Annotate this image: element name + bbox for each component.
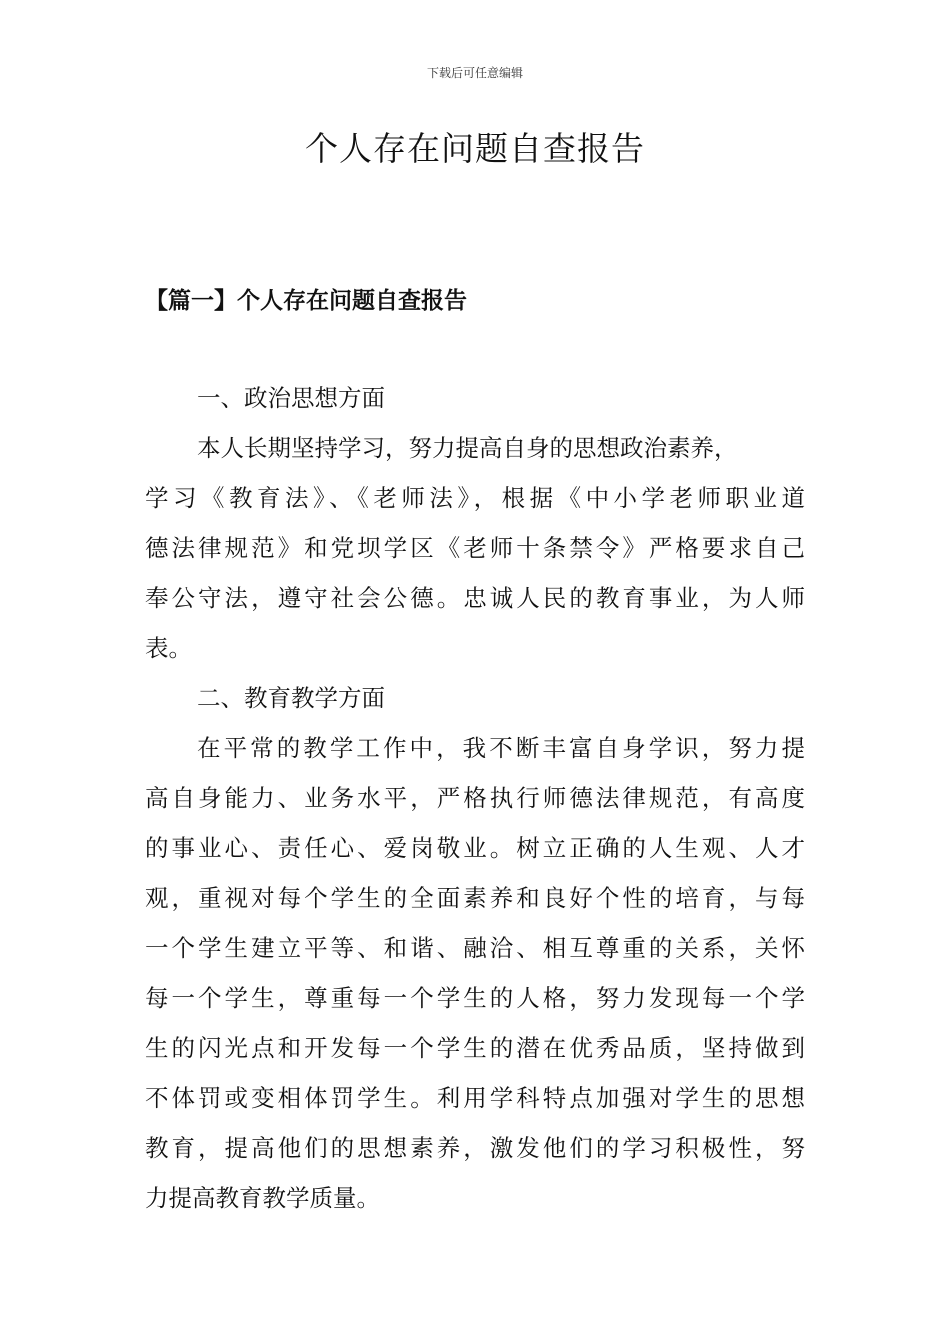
paragraph-line: 德法律规范》和党坝学区《老师十条禁令》严格要求自己	[145, 534, 805, 562]
paragraph-line: 表。	[145, 634, 192, 662]
header-note: 下载后可任意编辑	[426, 66, 523, 80]
paragraph-line: 奉公守法，遵守社会公德。忠诚人民的教育事业，为人师	[145, 584, 805, 612]
paragraph-line: 力提高教育教学质量。	[145, 1184, 380, 1212]
heading-politics: 一、政治思想方面	[197, 384, 385, 412]
paragraph-line: 高自身能力、业务水平，严格执行师德法律规范，有高度	[145, 784, 805, 812]
paragraph-line: 观，重视对每个学生的全面素养和良好个性的培育，与每	[145, 884, 805, 912]
paragraph-line: 本人长期坚持学习，努力提高自身的思想政治素养，	[197, 434, 738, 462]
paragraph-line: 不体罚或变相体罚学生。利用学科特点加强对学生的思想	[145, 1084, 805, 1112]
paragraph-line: 教育，提高他们的思想素养，激发他们的学习积极性，努	[145, 1134, 805, 1162]
paragraph-line: 学习《教育法》、《老师法》，根据《中小学老师职业道	[145, 484, 805, 512]
paragraph-line: 在平常的教学工作中，我不断丰富自身学识，努力提	[197, 734, 805, 762]
paragraph-line: 生的闪光点和开发每一个学生的潜在优秀品质，坚持做到	[145, 1034, 805, 1062]
paragraph-line: 的事业心、责任心、爱岗敬业。树立正确的人生观、人才	[145, 834, 805, 862]
paragraph-line: 一个学生建立平等、和谐、融洽、相互尊重的关系，关怀	[145, 934, 805, 962]
section-title: 【篇一】个人存在问题自查报告	[145, 287, 467, 314]
heading-teaching: 二、教育教学方面	[197, 684, 385, 712]
paragraph-line: 每一个学生，尊重每一个学生的人格，努力发现每一个学	[145, 984, 805, 1012]
document-title: 个人存在问题自查报告	[305, 129, 645, 168]
